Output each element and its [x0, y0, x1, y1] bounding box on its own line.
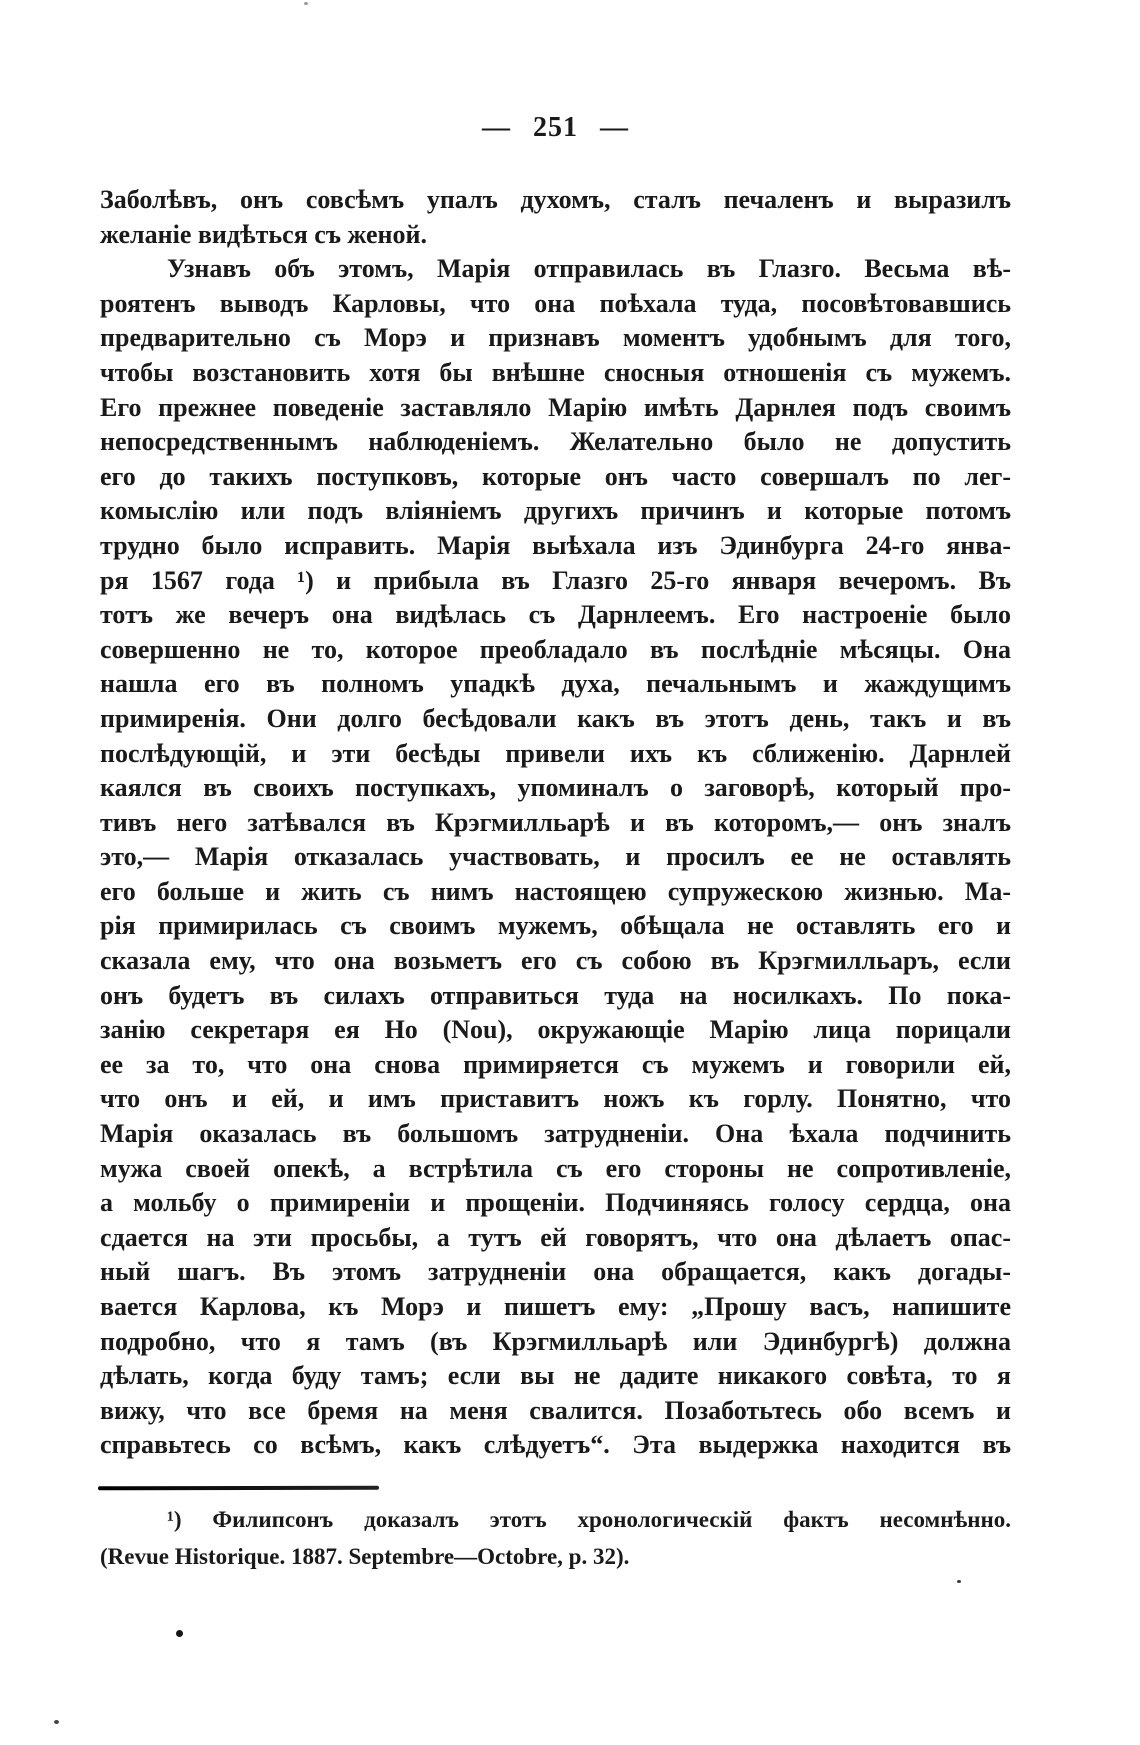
text-line: а мольбу о примиреніи и прощеніи. Подчиняясь голосу сердца, она — [100, 1188, 1011, 1218]
footnote-line: (Revue Historique. 1887. Septembre—Octobre, p. 32). — [100, 1544, 630, 1569]
text-line: это,— Марія отказалась участвовать, и просилъ ее не оставлять — [100, 842, 1011, 872]
text-line: занію секретаря ея Но (Nou), окружающіе Марію лица порицали — [100, 1015, 1011, 1045]
body-text — [100, 183, 1011, 1463]
text-line: послѣдующій, и эти бесѣды привели ихъ къ сближенію. Дарнлей — [100, 738, 1011, 768]
footnote-separator — [98, 1486, 379, 1491]
text-line: Его прежнее поведеніе заставляло Марію имѣть Дарнлея подъ своимъ — [100, 392, 1011, 422]
text-line: трудно было исправить. Марія выѣхала изъ Эдинбурга 24-го янва- — [100, 530, 1011, 560]
text-line: рія примирилась съ своимъ мужемъ, обѣщала не оставлять его и — [100, 911, 1011, 941]
text-line: роятенъ выводъ Карловы, что она поѣхала туда, посовѣтовавшись — [100, 288, 1011, 318]
text-line: мужа своей опекѣ, а встрѣтила съ его стороны не сопротивленіе, — [100, 1153, 1011, 1183]
text-line: комыслію или подъ вліяніемъ другихъ причинъ и которые потомъ — [100, 496, 1011, 526]
ink-speck — [304, 2, 308, 5]
text-line: справьтесь со всѣмъ, какъ слѣдуетъ“. Эта выдержка находится въ — [100, 1430, 1011, 1460]
text-line: ее за то, что она снова примиряется съ мужемъ и говорили ей, — [100, 1049, 1011, 1079]
text-line: примиренія. Они долго бесѣдовали какъ въ этотъ день, такъ и въ — [100, 703, 1011, 733]
text-line: сказала ему, что она возьметъ его съ собою въ Крэгмилльаръ, если — [100, 946, 1011, 976]
text-line: онъ будетъ въ силахъ отправиться туда на носилкахъ. По пока- — [100, 980, 1011, 1010]
text-line: его больше и жить съ нимъ настоящею супружескою жизнью. Ма- — [100, 876, 1011, 906]
text-line: тотъ же вечеръ она видѣлась съ Дарнлеемъ. Его настроеніе было — [100, 600, 1011, 630]
text-line: каялся въ своихъ поступкахъ, упоминалъ о заговорѣ, который про- — [100, 773, 1011, 803]
text-line: непосредственнымъ наблюденіемъ. Желательно было не допустить — [100, 427, 1011, 457]
text-line: подробно, что я тамъ (въ Крэгмилльарѣ или Эдинбургѣ) должна — [100, 1326, 1011, 1356]
text-line: что онъ и ей, и имъ приставитъ ножъ къ горлу. Понятно, что — [100, 1084, 1011, 1114]
text-line: сдается на эти просьбы, а тутъ ей говорятъ, что она дѣлаетъ опас- — [100, 1222, 1011, 1252]
text-line: желаніе видѣться съ женой. — [100, 219, 427, 249]
text-line: нашла его въ полномъ упадкѣ духа, печальнымъ и жаждущимъ — [100, 669, 1011, 699]
footnote-line: ¹) Филипсонъ доказалъ этотъ хронологическій фактъ несомнѣнно. — [167, 1507, 1011, 1532]
text-line: предварительно съ Морэ и признавъ моментъ удобнымъ для того, — [100, 323, 1011, 353]
text-line: ря 1567 года ¹) и прибыла въ Глазго 25-го января вечеромъ. Въ — [100, 565, 1011, 595]
text-line: вижу, что все бремя на меня свалится. Позаботьтесь обо всемъ и — [100, 1395, 1011, 1425]
text-line: Марія оказалась въ большомъ затрудненіи. Она ѣхала подчинить — [100, 1119, 1011, 1149]
text-line: Заболѣвъ, онъ совсѣмъ упалъ духомъ, сталъ печаленъ и выразилъ — [100, 185, 1011, 214]
text-line: совершенно не то, которое преобладало въ послѣдніе мѣсяцы. Она — [100, 634, 1011, 664]
text-line: вается Карлова, къ Морэ и пишетъ ему: „Прошу васъ, напишите — [100, 1292, 1011, 1321]
text-line: Узнавъ объ этомъ, Марія отправилась въ Глазго. Весьма вѣ- — [167, 254, 1011, 284]
text-line: его до такихъ поступковъ, которые онъ часто совершалъ по лег- — [100, 461, 1011, 491]
text-line: чтобы возстановить хотя бы внѣшне сносныя отношенія съ мужемъ. — [100, 357, 1011, 387]
page-number: — 251 — — [482, 112, 629, 143]
ink-speck — [957, 1580, 961, 1583]
ink-speck — [176, 1630, 183, 1637]
text-line: дѣлать, когда буду тамъ; если вы не дадите никакого совѣта, то я — [100, 1361, 1011, 1391]
footnote — [100, 1501, 1011, 1575]
text-line: ный шагъ. Въ этомъ затрудненіи она обращается, какъ догады- — [100, 1257, 1011, 1287]
text-line: тивъ него затѣвался въ Крэгмилльарѣ и въ которомъ,— онъ зналъ — [100, 807, 1011, 837]
ink-speck — [54, 1720, 59, 1724]
